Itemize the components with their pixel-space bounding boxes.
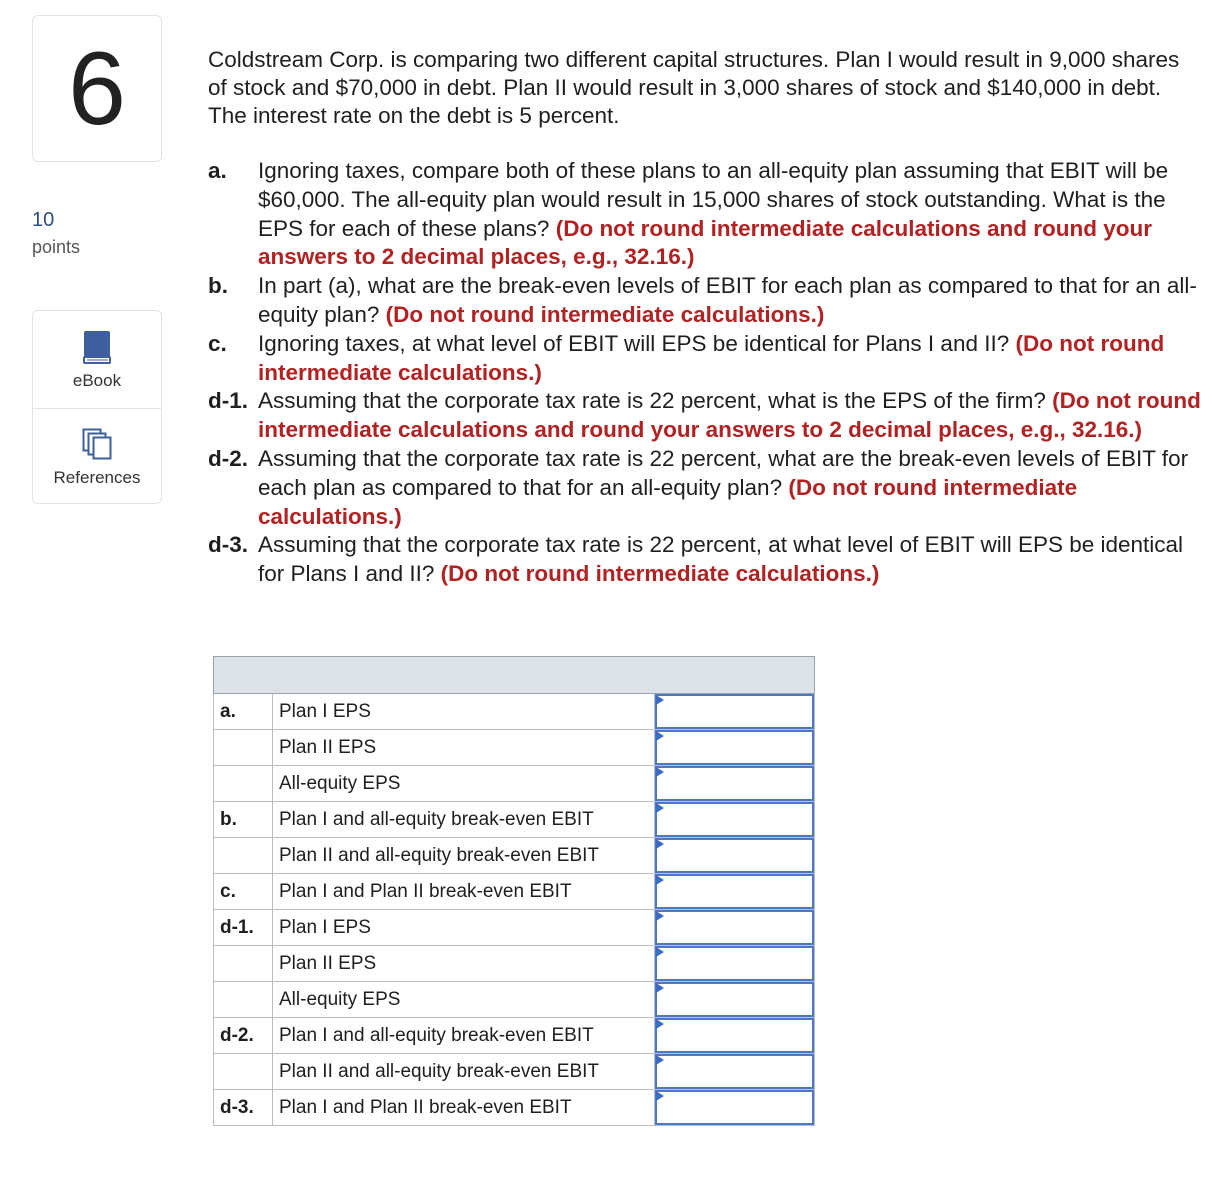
answer-input[interactable] [655, 874, 814, 909]
resources-panel [32, 310, 162, 504]
ebook-label: eBook [72, 370, 122, 390]
answer-input[interactable] [655, 910, 814, 945]
rounding-hint: (Do not round intermediate calculations.) [258, 330, 1165, 385]
answer-input[interactable] [655, 1090, 814, 1125]
row-label: b. [214, 802, 273, 838]
points-label: points [32, 237, 81, 257]
answer-input[interactable] [655, 1018, 814, 1053]
row-label [214, 982, 273, 1018]
row-label [214, 946, 273, 982]
row-label: d-1. [214, 910, 273, 946]
part-d1 [208, 387, 1208, 445]
row-description: Plan II and all-equity break-even EBIT [273, 1054, 655, 1090]
row-description: Plan I and all-equity break-even EBIT [273, 1018, 655, 1054]
table-row [214, 1054, 815, 1090]
answer-input[interactable] [655, 766, 814, 801]
rounding-hint: (Do not round intermediate calculations.) [385, 301, 825, 327]
table-row [214, 946, 815, 982]
part-c [208, 330, 1208, 388]
row-label [214, 838, 273, 874]
part-a [208, 157, 1208, 272]
part-b [208, 272, 1208, 330]
row-label: a. [214, 694, 273, 730]
table-row [214, 910, 815, 946]
part-text: Assuming that the corporate tax rate is 22 percent, at what level of EBIT will EPS be identical for Plans I and II? [258, 532, 1184, 587]
table-row [214, 982, 815, 1018]
question-parts [208, 157, 1208, 589]
row-description: Plan II and all-equity break-even EBIT [273, 838, 655, 874]
row-label [214, 730, 273, 766]
row-label [214, 1054, 273, 1090]
question-intro: Coldstream Corp. is comparing two different capital structures. Plan I would result in 9,000 shares of stock and $70,000 in debt. Plan II would result in 3,000 shares of stock and $140,000 in debt. The interest rate on the debt is 5 percent. [208, 47, 1180, 128]
row-description: Plan I and Plan II break-even EBIT [273, 1090, 655, 1126]
rounding-hint: (Do not round intermediate calculations and round your answers to 2 decimal places, e.g., 32.16.) [258, 215, 1152, 270]
row-label: d-3. [214, 1090, 273, 1126]
answer-table [213, 656, 815, 1126]
part-label: a. [208, 158, 227, 183]
table-row [214, 694, 815, 730]
part-label: c. [208, 330, 227, 356]
table-row [214, 874, 815, 910]
table-row [214, 802, 815, 838]
row-description: Plan I EPS [273, 910, 655, 946]
table-header [214, 657, 815, 694]
part-text: Ignoring taxes, at what level of EBIT will EPS be identical for Plans I and II? [258, 330, 1010, 356]
book-icon [82, 329, 112, 365]
part-text: Assuming that the corporate tax rate is 22 percent, what is the EPS of the firm? [258, 388, 1046, 414]
references-label: References [53, 468, 141, 487]
row-label: d-2. [214, 1018, 273, 1054]
row-description: All-equity EPS [273, 766, 655, 802]
references-icon [82, 426, 112, 462]
points-value: 10 [32, 209, 55, 231]
answer-input[interactable] [655, 730, 814, 765]
question-number: 6 [68, 30, 126, 147]
part-text: In part (a), what are the break-even levels of EBIT for each plan as compared to that for an all-equity plan? [258, 273, 1197, 327]
rounding-hint: (Do not round intermediate calculations.) [258, 474, 1078, 529]
row-description: Plan II EPS [273, 730, 655, 766]
rounding-hint: (Do not round intermediate calculations.) [440, 561, 880, 587]
row-description: Plan II EPS [273, 946, 655, 982]
answer-input[interactable] [655, 838, 814, 873]
table-row [214, 838, 815, 874]
answer-input[interactable] [655, 694, 814, 729]
row-label: c. [214, 874, 273, 910]
answer-input[interactable] [655, 1054, 814, 1089]
row-label [214, 766, 273, 802]
ebook-button[interactable] [33, 311, 161, 408]
part-label: d-3. [208, 532, 249, 558]
question-number-box [32, 15, 162, 162]
answer-input[interactable] [655, 802, 814, 837]
table-header-row [214, 657, 815, 694]
part-d3 [208, 531, 1208, 589]
part-text: Assuming that the corporate tax rate is 22 percent, what are the break-even levels of EBIT for each plan as compared to that for an all-equity plan? [258, 445, 1189, 500]
table-row [214, 1090, 815, 1126]
row-description: Plan I and Plan II break-even EBIT [273, 874, 655, 910]
row-description: Plan I and all-equity break-even EBIT [273, 802, 655, 838]
part-label: b. [208, 273, 228, 299]
row-description: Plan I EPS [273, 694, 655, 730]
answer-input[interactable] [655, 982, 814, 1017]
rounding-hint: (Do not round intermediate calculations and round your answers to 2 decimal places, e.g., 32.16.) [258, 388, 1201, 443]
row-description: All-equity EPS [273, 982, 655, 1018]
table-row [214, 1018, 815, 1054]
table-row [214, 766, 815, 802]
table-row [214, 730, 815, 766]
references-button[interactable] [33, 408, 161, 505]
part-d2 [208, 445, 1208, 531]
answer-input[interactable] [655, 946, 814, 981]
part-label: d-2. [208, 445, 249, 471]
part-text: Ignoring taxes, compare both of these plans to an all-equity plan assuming that EBIT will be $60,000. The all-equity plan would result in 15,000 shares of stock outstanding. What is the EPS for each of these plans? [258, 158, 1169, 241]
part-label: d-1. [208, 388, 249, 414]
